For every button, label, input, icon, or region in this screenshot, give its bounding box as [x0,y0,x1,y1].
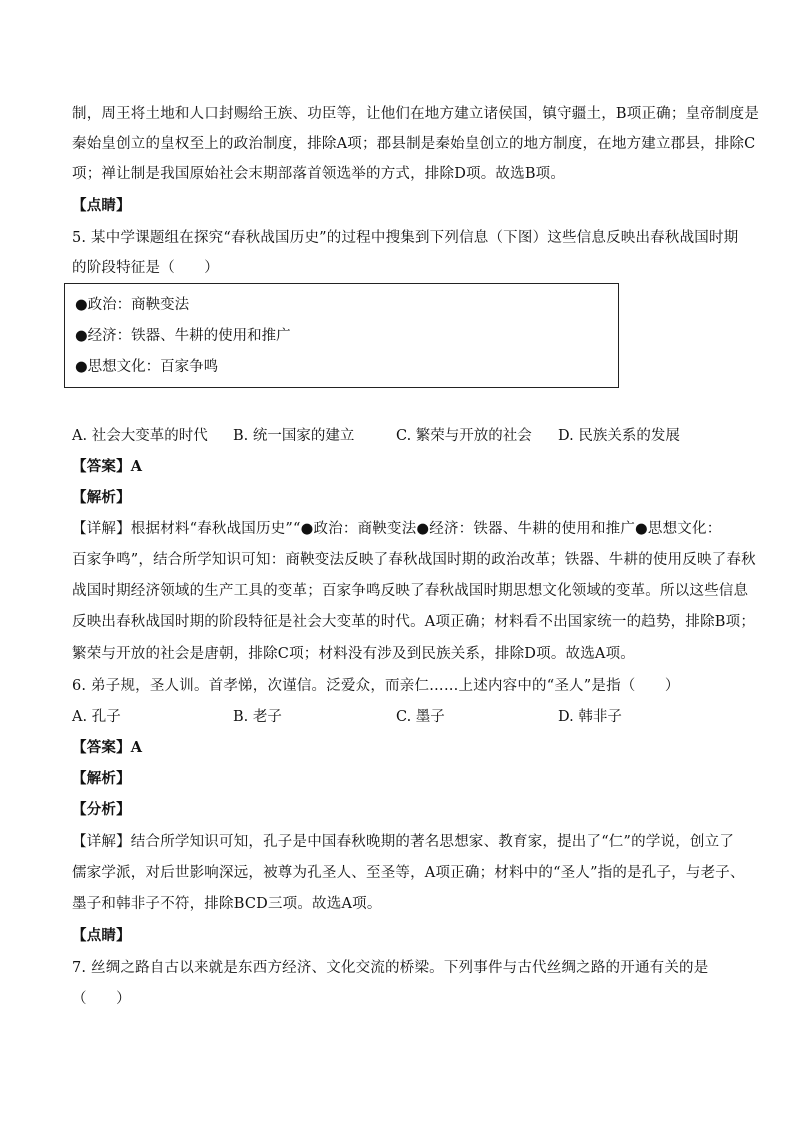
q6-option-b: B. 老子 [233,709,282,725]
q5-box-item-economy: ●经济：铁器、牛耕的使用和推广 [75,328,291,344]
q6-detail-line-3: 墨子和韩非子不符，排除BCD三项。故选A项。 [72,896,382,912]
intro-line-3: 项；禅让制是我国原始社会末期部落首领选举的方式，排除D项。故选B项。 [72,166,566,182]
q6-option-a: A. 孔子 [72,709,121,725]
q5-option-a: A. 社会大变革的时代 [72,428,208,444]
q5-info-box [64,283,619,388]
q5-detail-line-3: 战国时期经济领域的生产工具的变革；百家争鸣反映了春秋战国时期思想文化领域的变革。所以这些信息 [72,583,749,599]
q5-jiexi-heading: 【解析】 [72,489,131,506]
q5-answer: 【答案】A [72,458,143,475]
q5-detail-line-4: 反映出春秋战国时期的阶段特征是社会大变革的时代。A项正确；材料看不出国家统一的趋势，排除B项； [72,614,756,630]
q5-detail-line-5: 繁荣与开放的社会是唐朝，排除C项；材料没有涉及到民族关系，排除D项。故选A项。 [72,646,635,662]
q5-option-c: C. 繁荣与开放的社会 [396,428,532,444]
q5-detail-line-1: 【详解】根据材料“春秋战国历史”“●政治：商鞅变法●经济：铁器、牛耕的使用和推广●思想文化： [72,521,722,537]
q7-stem-line-2: （ ） [72,991,131,1007]
q5-option-b: B. 统一国家的建立 [233,428,355,444]
q6-detail-line-1: 【详解】结合所学知识可知，孔子是中国春秋晚期的著名思想家、教育家，提出了“仁”的学说，创立了 [72,834,735,850]
q5-box-item-culture: ●思想文化：百家争鸣 [75,359,219,375]
q6-option-d: D. 韩非子 [558,709,622,725]
q6-jiexi-heading: 【解析】 [72,770,131,787]
q6-dianjing-heading: 【点睛】 [72,927,131,944]
q6-fenxi-heading: 【分析】 [72,801,131,818]
q4-dianjing-heading: 【点睛】 [72,197,131,214]
intro-line-2: 秦始皇创立的皇权至上的政治制度，排除A项；郡县制是秦始皇创立的地方制度，在地方建立郡县，排除C [72,136,756,152]
q5-box-item-politics: ●政治：商鞅变法 [75,297,190,313]
q5-detail-line-2: 百家争鸣”，结合所学知识可知：商鞅变法反映了春秋战国时期的政治改革；铁器、牛耕的使用反映了春秋 [72,552,756,568]
q6-option-c: C. 墨子 [396,709,445,725]
q5-stem-line-1: 5. 某中学课题组在探究“春秋战国历史”的过程中搜集到下列信息（下图）这些信息反映出春秋战国时期 [72,230,739,246]
q7-stem-line-1: 7. 丝绸之路自古以来就是东西方经济、文化交流的桥梁。下列事件与古代丝绸之路的开通有关的是 [72,960,709,976]
q5-stem-line-2: 的阶段特征是（ ） [72,260,219,276]
intro-line-1: 制，周王将土地和人口封赐给王族、功臣等，让他们在地方建立诸侯国，镇守疆土，B项正确；皇帝制度是 [72,106,760,122]
q5-option-d: D. 民族关系的发展 [558,428,680,444]
q6-stem: 6. 弟子规，圣人训。首孝悌，次谨信。泛爱众，而亲仁……上述内容中的“圣人”是指（ ） [72,678,680,694]
q6-detail-line-2: 儒家学派，对后世影响深远，被尊为孔圣人、至圣等，A项正确；材料中的“圣人”指的是孔子，与老子、 [72,865,745,881]
q6-answer: 【答案】A [72,739,143,756]
